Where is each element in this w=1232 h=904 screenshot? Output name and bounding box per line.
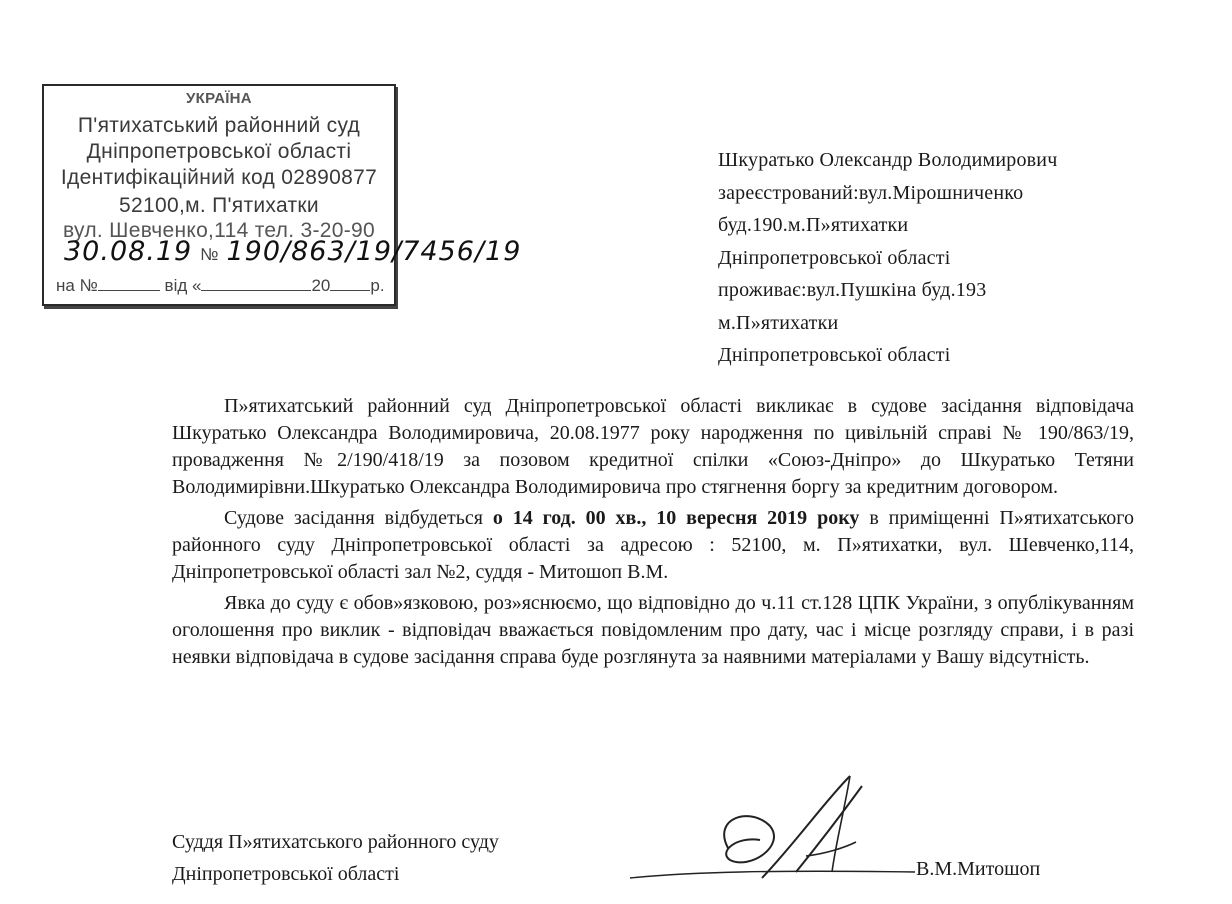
addressee-residence: проживає:вул.Пушкіна буд.193 [718, 279, 987, 301]
summons-paragraph-2 [172, 505, 1134, 586]
hearing-intro: Судове засідання відбудеться [224, 507, 493, 529]
stamp-from-label: від « [164, 276, 202, 295]
summons-paragraph-3: Явка до суду є обов»язковою, роз»яснюємо, що відповідно до ч.11 ст.128 ЦПК України, з опублікуванням оголошення про виклик - відповідач вважається повідомленим про дату, час і місце розгляду справи, і в разі неявки відповідача в судове засідання справа буде розглянута за наявними матеріалами у Вашу відсутність. [172, 592, 1134, 668]
judge-name: В.М.Митошоп [916, 858, 1041, 880]
addressee-registered-building: буд.190.м.П»ятихатки [718, 214, 909, 236]
addressee-registered: зареєстрований:вул.Мірошниченко [718, 181, 1024, 204]
stamp-blank [330, 278, 370, 291]
judge-signature [600, 760, 920, 900]
stamp-street: вул. Шевченко,114 тел. 3-20-90 [63, 219, 375, 242]
addressee-name: Шкуратько Олександр Володимирович [718, 149, 1058, 171]
stamp-year-suffix: 20 [311, 276, 331, 295]
stamp-reference-line [56, 276, 385, 296]
stamp-case-handwritten: 190/863/19/7456/19 [226, 236, 522, 267]
registration-stamp [42, 84, 522, 306]
stamp-region: Дніпропетровської області [86, 140, 352, 163]
stamp-registration-line [64, 236, 521, 267]
stamp-year-label: р. [370, 276, 385, 295]
hearing-datetime: о 14 год. 00 хв., 10 вересня 2019 року [492, 507, 860, 529]
stamp-country: УКРАЇНА [186, 90, 252, 107]
stamp-city: 52100,м. П'ятихатки [119, 194, 319, 217]
stamp-on-label: на № [56, 276, 98, 295]
judge-title-line-2: Дніпропетровської області [172, 863, 400, 885]
addressee-registered-region: Дніпропетровської області [718, 246, 951, 269]
judge-title [172, 826, 499, 890]
addressee-block [718, 144, 1057, 372]
summons-body [172, 393, 1134, 675]
stamp-blank [98, 278, 160, 291]
stamp-court-name: П'ятихатський районний суд [77, 114, 361, 137]
judge-title-line-1: Суддя П»ятихатського районного суду [172, 831, 499, 853]
addressee-residence-region: Дніпропетровської області [718, 344, 951, 366]
summons-paragraph-1: П»ятихатський районний суд Дніпропетровської області викликає в судове засідання відповідача Шкуратько Олександра Володимировича, 20.08.1977 року народження по цивільній справі № 190/863/19, провадження №2/190/418/19 за позовом кредитної спілки «Союз-Дніпро» до Шкуратько Тетяни Володимирівни.Шкуратько Олександра Володимировича про стягнення боргу за кредитним договором. [172, 395, 1134, 498]
addressee-residence-city: м.П»ятихатки [718, 311, 839, 334]
stamp-date-handwritten: 30.08.19 [64, 236, 193, 267]
hearing-location: в приміщенні П»ятихатського районного суду Дніпропетровської області за адресою : 52100, м. П»ятихатки, вул. Шевченко,114, Дніпропетровської області зал №2, суддя - Митошоп В.М. [172, 507, 1134, 583]
stamp-blank [201, 278, 311, 291]
stamp-number-label: № [200, 245, 219, 264]
stamp-id-code: Ідентифікаційний код 02890877 [60, 166, 378, 189]
